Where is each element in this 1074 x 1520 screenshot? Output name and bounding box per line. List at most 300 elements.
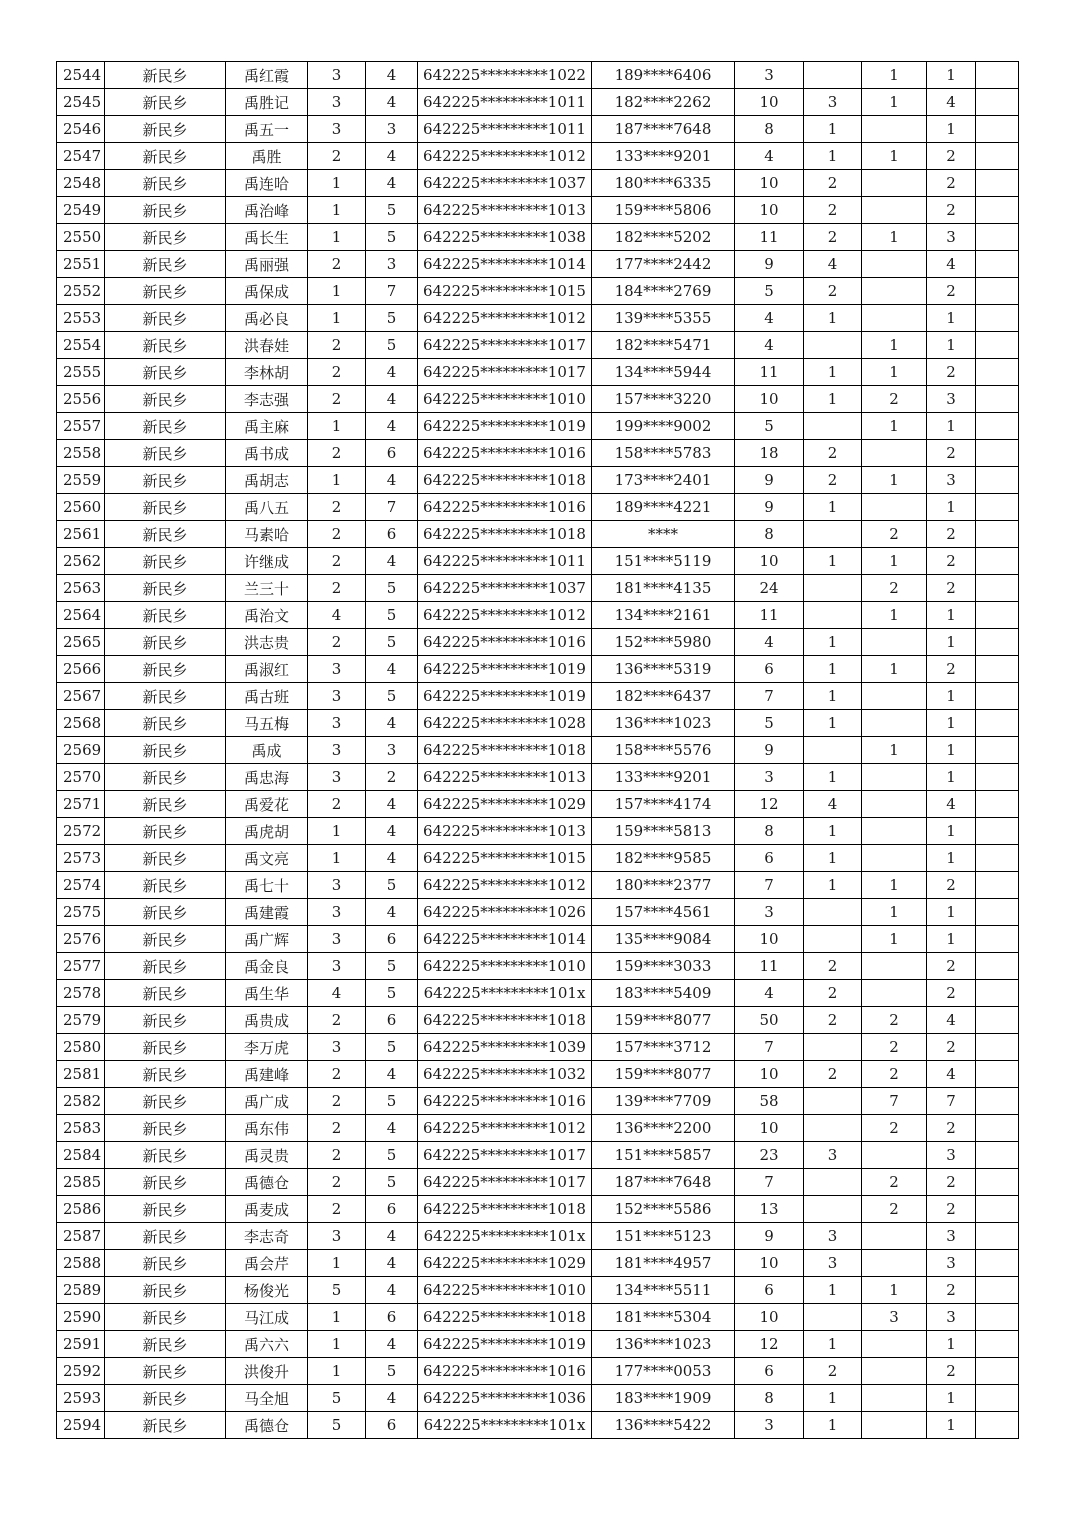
cell-col-e: [862, 1412, 927, 1439]
cell-id-number: 642225*********1018: [418, 467, 592, 494]
cell-name: 李志奇: [226, 1223, 308, 1250]
cell-col-c: 4: [735, 305, 804, 332]
cell-col-d: 2: [804, 1358, 862, 1385]
cell-col-e: 1: [862, 656, 927, 683]
cell-col-c: 8: [735, 1385, 804, 1412]
cell-col-b: 4: [366, 656, 418, 683]
cell-col-a: 2: [308, 440, 366, 467]
cell-col-e: 1: [862, 359, 927, 386]
cell-col-e: 1: [862, 413, 927, 440]
cell-col-e: 2: [862, 575, 927, 602]
cell-row-number: 2547: [57, 143, 105, 170]
cell-col-blank: [976, 872, 1019, 899]
cell-col-total: 1: [927, 332, 976, 359]
cell-col-blank: [976, 710, 1019, 737]
cell-township: 新民乡: [105, 629, 226, 656]
cell-col-total: 1: [927, 413, 976, 440]
cell-col-c: 10: [735, 170, 804, 197]
cell-township: 新民乡: [105, 575, 226, 602]
cell-col-c: 11: [735, 359, 804, 386]
cell-name: 洪志贵: [226, 629, 308, 656]
cell-id-number: 642225*********1018: [418, 1007, 592, 1034]
cell-col-b: 4: [366, 1115, 418, 1142]
cell-id-number: 642225*********1019: [418, 1331, 592, 1358]
table-row: [57, 62, 1019, 89]
cell-col-a: 2: [308, 629, 366, 656]
cell-phone: 182****5471: [592, 332, 735, 359]
cell-col-c: 12: [735, 1331, 804, 1358]
cell-id-number: 642225*********1017: [418, 359, 592, 386]
cell-col-d: 4: [804, 251, 862, 278]
cell-col-a: 1: [308, 224, 366, 251]
cell-id-number: 642225*********1032: [418, 1061, 592, 1088]
cell-row-number: 2591: [57, 1331, 105, 1358]
cell-col-blank: [976, 305, 1019, 332]
cell-row-number: 2551: [57, 251, 105, 278]
cell-name: 许继成: [226, 548, 308, 575]
table-row: [57, 467, 1019, 494]
cell-name: 禹金良: [226, 953, 308, 980]
cell-township: 新民乡: [105, 1034, 226, 1061]
cell-col-blank: [976, 197, 1019, 224]
cell-township: 新民乡: [105, 143, 226, 170]
cell-col-blank: [976, 656, 1019, 683]
cell-col-total: 1: [927, 845, 976, 872]
cell-col-e: 1: [862, 548, 927, 575]
cell-col-d: 3: [804, 1142, 862, 1169]
cell-col-d: 1: [804, 305, 862, 332]
cell-col-blank: [976, 413, 1019, 440]
cell-township: 新民乡: [105, 1277, 226, 1304]
cell-col-a: 1: [308, 845, 366, 872]
cell-name: 禹书成: [226, 440, 308, 467]
cell-name: 马五梅: [226, 710, 308, 737]
cell-name: 禹治文: [226, 602, 308, 629]
cell-col-a: 2: [308, 1115, 366, 1142]
cell-col-total: 4: [927, 89, 976, 116]
cell-col-a: 3: [308, 89, 366, 116]
table-row: [57, 278, 1019, 305]
cell-col-c: 7: [735, 1034, 804, 1061]
cell-phone: 157****4174: [592, 791, 735, 818]
cell-col-total: 4: [927, 251, 976, 278]
table-row: [57, 1358, 1019, 1385]
cell-col-a: 2: [308, 143, 366, 170]
cell-id-number: 642225*********1019: [418, 683, 592, 710]
cell-name: 禹胜: [226, 143, 308, 170]
cell-col-e: [862, 197, 927, 224]
table-row: [57, 440, 1019, 467]
cell-name: 禹文亮: [226, 845, 308, 872]
cell-col-e: [862, 278, 927, 305]
cell-name: 洪春娃: [226, 332, 308, 359]
cell-col-total: 2: [927, 143, 976, 170]
cell-name: 禹德仓: [226, 1412, 308, 1439]
cell-col-a: 1: [308, 1331, 366, 1358]
cell-col-b: 5: [366, 305, 418, 332]
cell-col-total: 1: [927, 1412, 976, 1439]
table-row: [57, 764, 1019, 791]
cell-col-total: 2: [927, 1277, 976, 1304]
cell-name: 禹成: [226, 737, 308, 764]
cell-row-number: 2557: [57, 413, 105, 440]
cell-col-b: 4: [366, 1277, 418, 1304]
cell-col-a: 3: [308, 926, 366, 953]
cell-col-d: 1: [804, 143, 862, 170]
cell-col-blank: [976, 737, 1019, 764]
cell-name: 禹爱花: [226, 791, 308, 818]
cell-col-total: 1: [927, 818, 976, 845]
cell-id-number: 642225*********1018: [418, 521, 592, 548]
cell-phone: 189****6406: [592, 62, 735, 89]
cell-col-total: 1: [927, 1385, 976, 1412]
table-row: [57, 710, 1019, 737]
cell-name: 禹建霞: [226, 899, 308, 926]
cell-name: 禹丽强: [226, 251, 308, 278]
cell-name: 禹麦成: [226, 1196, 308, 1223]
cell-col-d: [804, 926, 862, 953]
cell-col-a: 2: [308, 386, 366, 413]
cell-phone: 177****2442: [592, 251, 735, 278]
cell-col-e: 2: [862, 521, 927, 548]
cell-col-b: 4: [366, 62, 418, 89]
cell-col-c: 9: [735, 1223, 804, 1250]
table-row: [57, 386, 1019, 413]
cell-name: 马全旭: [226, 1385, 308, 1412]
cell-phone: 181****4957: [592, 1250, 735, 1277]
cell-phone: 134****5511: [592, 1277, 735, 1304]
cell-township: 新民乡: [105, 1088, 226, 1115]
cell-phone: 151****5123: [592, 1223, 735, 1250]
cell-row-number: 2585: [57, 1169, 105, 1196]
cell-col-c: 10: [735, 926, 804, 953]
cell-row-number: 2544: [57, 62, 105, 89]
cell-col-c: 8: [735, 521, 804, 548]
cell-col-c: 10: [735, 1115, 804, 1142]
cell-col-a: 3: [308, 656, 366, 683]
cell-col-b: 6: [366, 440, 418, 467]
cell-col-c: 8: [735, 818, 804, 845]
cell-row-number: 2567: [57, 683, 105, 710]
cell-township: 新民乡: [105, 1304, 226, 1331]
cell-phone: 159****8077: [592, 1061, 735, 1088]
cell-col-total: 1: [927, 710, 976, 737]
cell-col-d: 1: [804, 386, 862, 413]
cell-col-b: 5: [366, 332, 418, 359]
cell-col-b: 6: [366, 1196, 418, 1223]
cell-row-number: 2548: [57, 170, 105, 197]
cell-phone: 184****2769: [592, 278, 735, 305]
cell-township: 新民乡: [105, 899, 226, 926]
cell-phone: 159****8077: [592, 1007, 735, 1034]
cell-col-e: 1: [862, 872, 927, 899]
cell-id-number: 642225*********1016: [418, 629, 592, 656]
cell-col-c: 7: [735, 683, 804, 710]
cell-name: 禹必良: [226, 305, 308, 332]
cell-col-blank: [976, 845, 1019, 872]
cell-name: 禹连哈: [226, 170, 308, 197]
cell-row-number: 2572: [57, 818, 105, 845]
cell-phone: 134****2161: [592, 602, 735, 629]
cell-phone: 189****4221: [592, 494, 735, 521]
cell-name: 李志强: [226, 386, 308, 413]
cell-township: 新民乡: [105, 953, 226, 980]
cell-col-blank: [976, 764, 1019, 791]
cell-col-blank: [976, 1007, 1019, 1034]
cell-col-d: [804, 737, 862, 764]
cell-col-total: 3: [927, 1223, 976, 1250]
cell-col-d: [804, 1169, 862, 1196]
cell-id-number: 642225*********1014: [418, 926, 592, 953]
cell-name: 禹主麻: [226, 413, 308, 440]
cell-row-number: 2571: [57, 791, 105, 818]
cell-col-d: [804, 1196, 862, 1223]
cell-col-total: 2: [927, 575, 976, 602]
cell-col-c: 9: [735, 737, 804, 764]
cell-township: 新民乡: [105, 818, 226, 845]
cell-col-blank: [976, 1034, 1019, 1061]
cell-col-a: 2: [308, 791, 366, 818]
cell-col-b: 6: [366, 521, 418, 548]
table-row: [57, 845, 1019, 872]
cell-id-number: 642225*********1026: [418, 899, 592, 926]
cell-id-number: 642225*********1012: [418, 143, 592, 170]
cell-col-c: 6: [735, 656, 804, 683]
cell-col-a: 3: [308, 683, 366, 710]
cell-col-c: 4: [735, 980, 804, 1007]
table-body: [57, 62, 1019, 1439]
cell-col-c: 58: [735, 1088, 804, 1115]
table-row: [57, 791, 1019, 818]
cell-col-c: 10: [735, 1304, 804, 1331]
table-row: [57, 305, 1019, 332]
table-row: [57, 1304, 1019, 1331]
table-row: [57, 575, 1019, 602]
cell-id-number: 642225*********101x: [418, 980, 592, 1007]
cell-id-number: 642225*********1018: [418, 1196, 592, 1223]
table-row: [57, 332, 1019, 359]
cell-col-c: 10: [735, 386, 804, 413]
cell-col-d: [804, 413, 862, 440]
cell-col-a: 2: [308, 359, 366, 386]
cell-row-number: 2574: [57, 872, 105, 899]
cell-col-b: 5: [366, 575, 418, 602]
cell-township: 新民乡: [105, 1061, 226, 1088]
cell-row-number: 2560: [57, 494, 105, 521]
cell-id-number: 642225*********1011: [418, 548, 592, 575]
cell-id-number: 642225*********1012: [418, 1115, 592, 1142]
cell-col-a: 2: [308, 494, 366, 521]
cell-col-c: 9: [735, 251, 804, 278]
table-row: [57, 1034, 1019, 1061]
cell-col-blank: [976, 1196, 1019, 1223]
cell-col-total: 2: [927, 548, 976, 575]
cell-id-number: 642225*********1015: [418, 845, 592, 872]
cell-col-d: 1: [804, 494, 862, 521]
cell-col-blank: [976, 62, 1019, 89]
cell-col-total: 1: [927, 305, 976, 332]
cell-phone: 181****5304: [592, 1304, 735, 1331]
cell-col-d: 1: [804, 1331, 862, 1358]
cell-id-number: 642225*********1013: [418, 818, 592, 845]
cell-row-number: 2558: [57, 440, 105, 467]
cell-col-c: 10: [735, 1250, 804, 1277]
cell-row-number: 2594: [57, 1412, 105, 1439]
cell-id-number: 642225*********1014: [418, 251, 592, 278]
cell-col-e: 2: [862, 1034, 927, 1061]
cell-col-a: 3: [308, 62, 366, 89]
cell-col-blank: [976, 791, 1019, 818]
cell-id-number: 642225*********1012: [418, 305, 592, 332]
cell-col-e: [862, 629, 927, 656]
cell-col-d: [804, 1304, 862, 1331]
cell-col-a: 2: [308, 521, 366, 548]
table-row: [57, 116, 1019, 143]
cell-id-number: 642225*********1015: [418, 278, 592, 305]
cell-col-d: 1: [804, 116, 862, 143]
cell-township: 新民乡: [105, 656, 226, 683]
cell-col-total: 7: [927, 1088, 976, 1115]
cell-name: 禹灵贵: [226, 1142, 308, 1169]
cell-col-d: 1: [804, 629, 862, 656]
cell-name: 禹治峰: [226, 197, 308, 224]
table-row: [57, 899, 1019, 926]
table-row: [57, 1412, 1019, 1439]
cell-col-d: [804, 1034, 862, 1061]
cell-col-blank: [976, 1331, 1019, 1358]
cell-col-total: 2: [927, 197, 976, 224]
cell-col-blank: [976, 926, 1019, 953]
cell-col-blank: [976, 332, 1019, 359]
cell-township: 新民乡: [105, 1115, 226, 1142]
cell-name: 禹虎胡: [226, 818, 308, 845]
cell-col-b: 5: [366, 224, 418, 251]
cell-col-c: 3: [735, 62, 804, 89]
cell-col-b: 6: [366, 1412, 418, 1439]
cell-col-e: 3: [862, 1304, 927, 1331]
cell-name: 马江成: [226, 1304, 308, 1331]
cell-township: 新民乡: [105, 359, 226, 386]
cell-col-blank: [976, 1169, 1019, 1196]
cell-col-a: 2: [308, 1196, 366, 1223]
cell-col-b: 5: [366, 602, 418, 629]
table-row: [57, 1007, 1019, 1034]
cell-col-blank: [976, 521, 1019, 548]
table-row: [57, 197, 1019, 224]
cell-phone: 181****4135: [592, 575, 735, 602]
cell-phone: 151****5857: [592, 1142, 735, 1169]
cell-col-a: 3: [308, 710, 366, 737]
cell-col-b: 5: [366, 1142, 418, 1169]
cell-col-b: 4: [366, 413, 418, 440]
cell-col-e: [862, 116, 927, 143]
cell-id-number: 642225*********1017: [418, 1169, 592, 1196]
cell-row-number: 2563: [57, 575, 105, 602]
cell-col-c: 5: [735, 413, 804, 440]
cell-township: 新民乡: [105, 332, 226, 359]
cell-row-number: 2553: [57, 305, 105, 332]
cell-col-c: 12: [735, 791, 804, 818]
table-row: [57, 1223, 1019, 1250]
cell-col-a: 2: [308, 251, 366, 278]
cell-col-a: 3: [308, 737, 366, 764]
cell-col-total: 1: [927, 494, 976, 521]
cell-col-c: 4: [735, 332, 804, 359]
cell-id-number: 642225*********1016: [418, 440, 592, 467]
cell-township: 新民乡: [105, 1358, 226, 1385]
cell-phone: 187****7648: [592, 1169, 735, 1196]
cell-name: 禹红霞: [226, 62, 308, 89]
cell-col-blank: [976, 1223, 1019, 1250]
cell-id-number: 642225*********1029: [418, 1250, 592, 1277]
cell-col-a: 1: [308, 1250, 366, 1277]
cell-col-c: 6: [735, 1277, 804, 1304]
cell-id-number: 642225*********101x: [418, 1223, 592, 1250]
cell-col-blank: [976, 899, 1019, 926]
cell-col-e: [862, 1223, 927, 1250]
cell-col-d: 1: [804, 683, 862, 710]
cell-col-total: 3: [927, 224, 976, 251]
cell-row-number: 2579: [57, 1007, 105, 1034]
cell-row-number: 2562: [57, 548, 105, 575]
cell-col-total: 2: [927, 521, 976, 548]
cell-township: 新民乡: [105, 494, 226, 521]
cell-phone: 135****9084: [592, 926, 735, 953]
cell-name: 兰三十: [226, 575, 308, 602]
table-row: [57, 1250, 1019, 1277]
cell-col-total: 1: [927, 899, 976, 926]
cell-name: 禹胡志: [226, 467, 308, 494]
cell-col-a: 3: [308, 1034, 366, 1061]
cell-row-number: 2561: [57, 521, 105, 548]
cell-col-e: 2: [862, 1169, 927, 1196]
table-row: [57, 359, 1019, 386]
cell-phone: 158****5576: [592, 737, 735, 764]
cell-col-total: 2: [927, 278, 976, 305]
cell-township: 新民乡: [105, 683, 226, 710]
cell-phone: 136****1023: [592, 710, 735, 737]
table-row: [57, 818, 1019, 845]
cell-name: 禹生华: [226, 980, 308, 1007]
cell-col-d: [804, 521, 862, 548]
table-row: [57, 1142, 1019, 1169]
cell-row-number: 2586: [57, 1196, 105, 1223]
table-row: [57, 1088, 1019, 1115]
cell-township: 新民乡: [105, 62, 226, 89]
table-row: [57, 548, 1019, 575]
cell-row-number: 2578: [57, 980, 105, 1007]
cell-col-total: 1: [927, 683, 976, 710]
cell-phone: 152****5980: [592, 629, 735, 656]
cell-col-b: 5: [366, 953, 418, 980]
cell-col-d: 1: [804, 872, 862, 899]
cell-id-number: 642225*********1019: [418, 413, 592, 440]
cell-id-number: 642225*********1010: [418, 953, 592, 980]
cell-col-b: 6: [366, 1007, 418, 1034]
cell-id-number: 642225*********1011: [418, 116, 592, 143]
cell-col-b: 6: [366, 1304, 418, 1331]
table-row: [57, 143, 1019, 170]
cell-name: 禹八五: [226, 494, 308, 521]
cell-township: 新民乡: [105, 1331, 226, 1358]
cell-col-e: [862, 818, 927, 845]
cell-col-c: 7: [735, 872, 804, 899]
cell-row-number: 2569: [57, 737, 105, 764]
cell-township: 新民乡: [105, 440, 226, 467]
cell-col-c: 3: [735, 899, 804, 926]
cell-col-blank: [976, 440, 1019, 467]
cell-col-total: 3: [927, 1142, 976, 1169]
